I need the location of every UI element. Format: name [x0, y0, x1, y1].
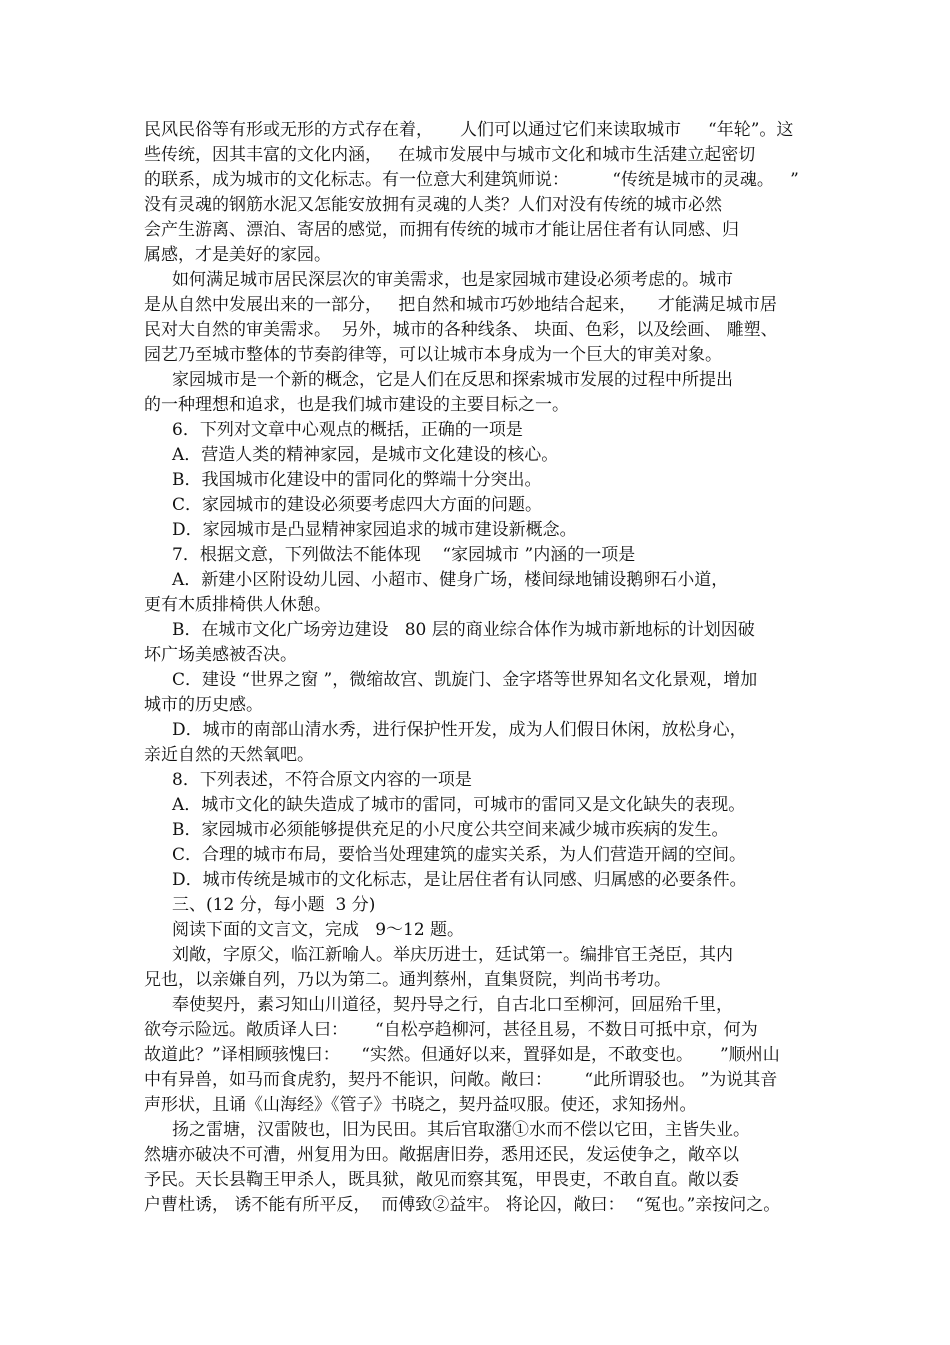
text-line: 的联系，成为城市的文化标志。有一位意大利建筑师说： “传统是城市的灵魂。 ”: [144, 170, 799, 190]
text-line: 民风民俗等有形或无形的方式存在着， 人们可以通过它们来读取城市 “年轮”。这: [144, 120, 794, 140]
text-line: 是从自然中发展出来的一部分， 把自然和城市巧妙地结合起来， 才能满足城市居: [144, 295, 777, 315]
option-6c: C．家园城市的建设必须要考虑四大方面的问题。: [172, 495, 543, 515]
paragraph-start-line: 家园城市是一个新的概念，它是人们在反思和探索城市发展的过程中所提出: [172, 370, 733, 390]
option-8c: C．合理的城市布局，要恰当处理建筑的虚实关系，为人们营造开阔的空间。: [172, 845, 747, 865]
question-6: 6．下列对文章中心观点的概括，正确的一项是: [172, 420, 523, 440]
option-7d: D．城市的南部山清水秀，进行保护性开发，成为人们假日休闲，放松身心，: [172, 720, 747, 740]
text-line: 户曹杜诱， 诱不能有所平反， 而傅致②益牢。 将论囚，敞曰： “冤也。”亲按问之。: [144, 1195, 781, 1215]
option-7b: B．在城市文化广场旁边建设 80 层的商业综合体作为城市新地标的计划因破: [172, 620, 755, 640]
text-line: 属感，才是美好的家园。: [144, 245, 331, 265]
text-line: 没有灵魂的钢筋水泥又怎能安放拥有灵魂的人类？人们对没有传统的城市必然: [144, 195, 722, 215]
text-line: 城市的历史感。: [144, 695, 263, 715]
section-heading: 三、(12 分，每小题 3 分): [172, 895, 376, 915]
question-8: 8．下列表述，不符合原文内容的一项是: [172, 770, 472, 790]
text-line: 然塘亦破决不可漕，州复用为田。敞据唐旧券，悉用还民，发运使争之，敞卒以: [144, 1145, 739, 1165]
text-line: 故道此？”译相顾骇愧曰： “实然。但通好以来，置驿如是，不敢变也。 ”顺州山: [144, 1045, 780, 1065]
text-line: 坏广场美感被否决。: [144, 645, 297, 665]
text-line: 予民。天长县鞫王甲杀人，既具狱，敞见而察其冤，甲畏吏，不敢自直。敞以委: [144, 1170, 739, 1190]
text-line: 中有异兽，如马而食虎豹，契丹不能识，问敞。敞曰： “此所谓驳也。 ”为说其音: [144, 1070, 778, 1090]
text-line: 更有木质排椅供人休憩。: [144, 595, 331, 615]
text-line: 些传统，因其丰富的文化内涵， 在城市发展中与城市文化和城市生活建立起密切: [144, 145, 756, 165]
text-line: 会产生游离、漂泊、寄居的感觉，而拥有传统的城市才能让居住者有认同感、归: [144, 220, 739, 240]
question-7: 7．根据文意，下列做法不能体现 “家园城市 ”内涵的一项是: [172, 545, 636, 565]
paragraph-start-line: 刘敞，字原父，临江新喻人。举庆历进士，廷试第一。编排官王尧臣，其内: [172, 945, 733, 965]
section-instruction: 阅读下面的文言文，完成 9～12 题。: [172, 920, 465, 940]
option-6d: D．家园城市是凸显精神家园追求的城市建设新概念。: [172, 520, 577, 540]
option-6a: A．营造人类的精神家园，是城市文化建设的核心。: [172, 445, 559, 465]
text-line: 声形状，且诵《山海经》《管子》书晓之，契丹益叹服。使还，求知扬州。: [144, 1095, 697, 1115]
option-8b: B．家园城市必须能够提供充足的小尺度公共空间来减少城市疾病的发生。: [172, 820, 729, 840]
text-line: 亲近自然的天然氧吧。: [144, 745, 314, 765]
text-line: 园艺乃至城市整体的节奏韵律等，可以让城市本身成为一个巨大的审美对象。: [144, 345, 722, 365]
option-8d: D．城市传统是城市的文化标志，是让居住者有认同感、归属感的必要条件。: [172, 870, 747, 890]
option-6b: B．我国城市化建设中的雷同化的弊端十分突出。: [172, 470, 542, 490]
option-7a: A．新建小区附设幼儿园、小超市、健身广场，楼间绿地铺设鹅卵石小道，: [172, 570, 729, 590]
paragraph-start-line: 扬之雷塘，汉雷陂也，旧为民田。其后官取潴①水而不偿以它田，主皆失业。: [172, 1120, 750, 1140]
text-line: 兄也，以亲嫌自列，乃以为第二。通判蔡州，直集贤院，判尚书考功。: [144, 970, 671, 990]
text-line: 欲夸示险远。敞质译人曰： “自松亭趋柳河，甚径且易，不数日可抵中京，何为: [144, 1020, 758, 1040]
option-8a: A．城市文化的缺失造成了城市的雷同，可城市的雷同又是文化缺失的表现。: [172, 795, 746, 815]
option-7c: C．建设 “世界之窗 ”，微缩故宫、凯旋门、金字塔等世界知名文化景观，增加: [172, 670, 758, 690]
paragraph-start-line: 奉使契丹，素习知山川道径，契丹导之行，自古北口至柳河，回屈殆千里，: [172, 995, 733, 1015]
text-line: 的一种理想和追求，也是我们城市建设的主要目标之一。: [144, 395, 569, 415]
text-line: 民对大自然的审美需求。 另外，城市的各种线条、 块面、色彩，以及绘画、 雕塑、: [144, 320, 778, 340]
paragraph-start-line: 如何满足城市居民深层次的审美需求，也是家园城市建设必须考虑的。城市: [172, 270, 733, 290]
